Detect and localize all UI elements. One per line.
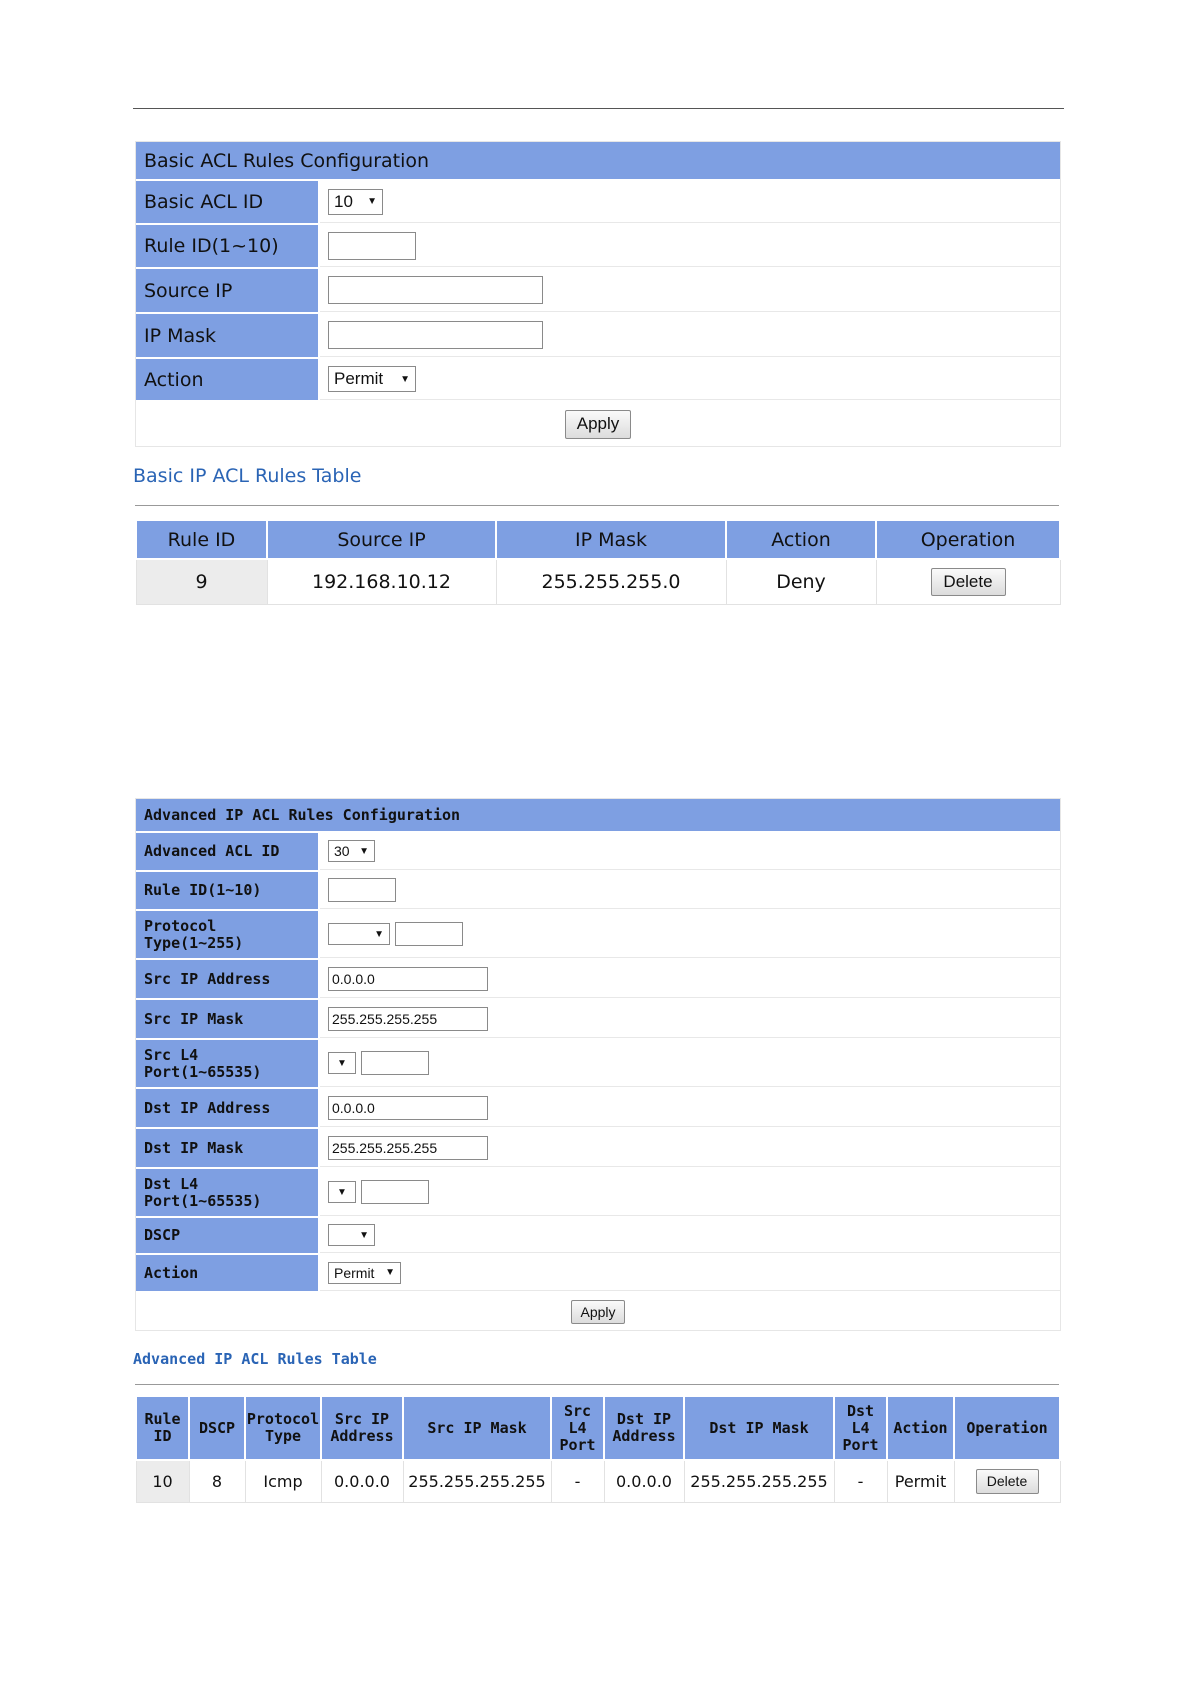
- cell-operation: [876, 559, 1060, 604]
- col-rule-id: Rule ID: [136, 520, 267, 559]
- advanced-acl-id-label: Advanced ACL ID: [136, 833, 320, 870]
- dst-port-operator-select[interactable]: [328, 1181, 356, 1203]
- src-port-row: [136, 1040, 1060, 1089]
- col-dst-port-line2: L4: [851, 1418, 870, 1437]
- table-row: [136, 1460, 1060, 1502]
- dst-ip-input[interactable]: [328, 1096, 488, 1120]
- advanced-acl-id-value: 30: [334, 843, 350, 859]
- advanced-table-header-row: [136, 1396, 1060, 1460]
- src-ip-row: [136, 960, 1060, 1000]
- basic-config-title: [136, 142, 1060, 181]
- advanced-table-divider: [135, 1384, 1059, 1385]
- advanced-action-value: Permit: [334, 1264, 375, 1281]
- dst-mask-row: [136, 1129, 1060, 1169]
- advanced-delete-button[interactable]: Delete: [976, 1469, 1039, 1494]
- cell-rule-id: 10: [136, 1460, 189, 1502]
- col-protocol-line2: Type: [264, 1427, 302, 1445]
- dst-port-input[interactable]: [361, 1180, 429, 1204]
- dst-port-label-line2: Port(1~65535): [144, 1191, 262, 1210]
- basic-config-title-text: Basic ACL Rules Configuration: [144, 149, 430, 172]
- basic-acl-id-select[interactable]: [328, 189, 383, 215]
- dst-ip-label: Dst IP Address: [136, 1089, 320, 1127]
- col-src-port: [551, 1396, 604, 1460]
- dscp-row: [136, 1218, 1060, 1255]
- src-port-label: [136, 1040, 320, 1087]
- basic-acl-id-row: [136, 181, 1060, 225]
- cell-dst-port: -: [834, 1460, 887, 1502]
- advanced-apply-row: [136, 1293, 1060, 1330]
- cell-src-ip: 0.0.0.0: [321, 1460, 403, 1502]
- basic-table-title: Basic IP ACL Rules Table: [133, 465, 362, 487]
- col-src-port-line1: Src: [563, 1401, 592, 1420]
- basic-source-ip-input[interactable]: [328, 276, 543, 304]
- advanced-rule-id-label: Rule ID(1~10): [136, 872, 320, 909]
- src-mask-input[interactable]: [328, 1007, 488, 1031]
- basic-action-row: [136, 359, 1060, 402]
- basic-acl-id-value: 10: [334, 191, 353, 211]
- advanced-config-title-text: Advanced IP ACL Rules Configuration: [144, 806, 461, 824]
- advanced-apply-button[interactable]: Apply: [571, 1300, 625, 1324]
- dropdown-arrow-icon: ▼: [337, 1186, 347, 1198]
- col-dst-ip-line2: Address: [612, 1427, 676, 1445]
- dropdown-arrow-icon: ▼: [385, 1267, 395, 1278]
- basic-ip-mask-input[interactable]: [328, 321, 543, 349]
- col-operation: Operation: [954, 1396, 1060, 1460]
- dscp-select[interactable]: [328, 1224, 375, 1246]
- dst-port-row: [136, 1169, 1060, 1218]
- cell-src-mask: 255.255.255.255: [403, 1460, 551, 1502]
- dscp-label: DSCP: [136, 1218, 320, 1253]
- basic-rules-table: [135, 519, 1061, 605]
- col-src-ip-line2: Address: [330, 1427, 394, 1445]
- dropdown-arrow-icon: ▼: [359, 845, 369, 857]
- src-ip-label: Src IP Address: [136, 960, 320, 998]
- advanced-table-title: Advanced IP ACL Rules Table: [133, 1350, 377, 1368]
- cell-dst-mask: 255.255.255.255: [684, 1460, 834, 1502]
- advanced-acl-id-select[interactable]: [328, 840, 375, 862]
- dropdown-arrow-icon: ▼: [374, 928, 384, 940]
- col-src-port-line2: L4: [568, 1418, 587, 1437]
- src-mask-row: [136, 1000, 1060, 1040]
- dropdown-arrow-icon: ▼: [367, 196, 377, 207]
- col-rule-id: [136, 1396, 189, 1460]
- basic-delete-button[interactable]: Delete: [931, 568, 1006, 596]
- dropdown-arrow-icon: ▼: [359, 1229, 369, 1241]
- advanced-rule-id-row: [136, 872, 1060, 911]
- basic-apply-button[interactable]: Apply: [565, 410, 631, 439]
- basic-rule-id-input[interactable]: [328, 232, 416, 260]
- src-port-label-line2: Port(1~65535): [144, 1062, 262, 1081]
- col-dst-port-line3: Port: [842, 1435, 879, 1454]
- advanced-action-label: Action: [136, 1255, 320, 1291]
- dst-port-label: [136, 1169, 320, 1216]
- cell-rule-id: 9: [136, 559, 267, 604]
- col-action: Action: [887, 1396, 954, 1460]
- cell-ip-mask: 255.255.255.0: [496, 559, 726, 604]
- src-port-label-line1: Src L4: [144, 1045, 199, 1064]
- col-dst-port: [834, 1396, 887, 1460]
- advanced-acl-id-row: [136, 833, 1060, 872]
- col-protocol-type: [245, 1396, 321, 1460]
- protocol-type-label-line1: Protocol: [144, 916, 217, 935]
- protocol-type-label-line2: Type(1~255): [144, 933, 244, 952]
- basic-action-value: Permit: [334, 369, 384, 388]
- src-ip-input[interactable]: [328, 967, 488, 991]
- protocol-select[interactable]: [328, 923, 390, 945]
- src-mask-label: Src IP Mask: [136, 1000, 320, 1038]
- col-src-ip-line1: Src IP: [334, 1410, 390, 1428]
- advanced-acl-config-panel: [135, 798, 1061, 1331]
- col-protocol-line1: Protocol: [246, 1410, 320, 1428]
- table-row: [136, 559, 1060, 604]
- col-action: Action: [726, 520, 876, 559]
- col-rule-id-line2: ID: [153, 1427, 172, 1445]
- dst-mask-label: Dst IP Mask: [136, 1129, 320, 1167]
- col-rule-id-line1: Rule: [144, 1410, 181, 1428]
- advanced-config-title: [136, 799, 1060, 833]
- dropdown-arrow-icon: ▼: [337, 1057, 347, 1069]
- src-port-operator-select[interactable]: [328, 1052, 356, 1074]
- col-src-ip: [321, 1396, 403, 1460]
- basic-apply-row: [136, 402, 1060, 446]
- advanced-action-row: [136, 1255, 1060, 1293]
- basic-ip-mask-label: IP Mask: [136, 314, 320, 357]
- basic-table-divider: [135, 505, 1059, 506]
- col-src-port-line3: Port: [559, 1435, 596, 1454]
- cell-src-port: -: [551, 1460, 604, 1502]
- dst-port-label-line1: Dst L4: [144, 1174, 199, 1193]
- src-port-input[interactable]: [361, 1051, 429, 1075]
- cell-dst-ip: 0.0.0.0: [604, 1460, 684, 1502]
- advanced-rules-table: [135, 1395, 1061, 1503]
- cell-dscp: 8: [189, 1460, 245, 1502]
- basic-action-label: Action: [136, 359, 320, 400]
- advanced-rule-id-input[interactable]: [328, 878, 396, 902]
- basic-source-ip-label: Source IP: [136, 269, 320, 312]
- basic-action-select[interactable]: [328, 366, 416, 392]
- basic-acl-id-label: Basic ACL ID: [136, 181, 320, 223]
- basic-table-header-row: [136, 520, 1060, 559]
- protocol-number-input[interactable]: [395, 922, 463, 946]
- dropdown-arrow-icon: ▼: [400, 373, 410, 385]
- cell-action: Permit: [887, 1460, 954, 1502]
- basic-rule-id-row: [136, 225, 1060, 269]
- protocol-type-label: [136, 911, 320, 958]
- basic-acl-config-panel: [135, 141, 1061, 447]
- page-top-rule: [133, 108, 1064, 109]
- col-source-ip: Source IP: [267, 520, 496, 559]
- cell-action: Deny: [726, 559, 876, 604]
- dst-ip-row: [136, 1089, 1060, 1129]
- cell-protocol: Icmp: [245, 1460, 321, 1502]
- basic-rule-id-label: Rule ID(1~10): [136, 225, 320, 267]
- dst-mask-input[interactable]: [328, 1136, 488, 1160]
- cell-source-ip: 192.168.10.12: [267, 559, 496, 604]
- col-dst-mask: Dst IP Mask: [684, 1396, 834, 1460]
- col-dst-ip-line1: Dst IP: [616, 1410, 672, 1428]
- cell-operation: [954, 1460, 1060, 1502]
- advanced-action-select[interactable]: [328, 1262, 401, 1284]
- col-src-mask: Src IP Mask: [403, 1396, 551, 1460]
- col-operation: Operation: [876, 520, 1060, 559]
- col-dst-port-line1: Dst: [846, 1401, 875, 1420]
- col-dst-ip: [604, 1396, 684, 1460]
- basic-ip-mask-row: [136, 314, 1060, 359]
- col-ip-mask: IP Mask: [496, 520, 726, 559]
- basic-source-ip-row: [136, 269, 1060, 314]
- col-dscp: DSCP: [189, 1396, 245, 1460]
- protocol-type-row: [136, 911, 1060, 960]
